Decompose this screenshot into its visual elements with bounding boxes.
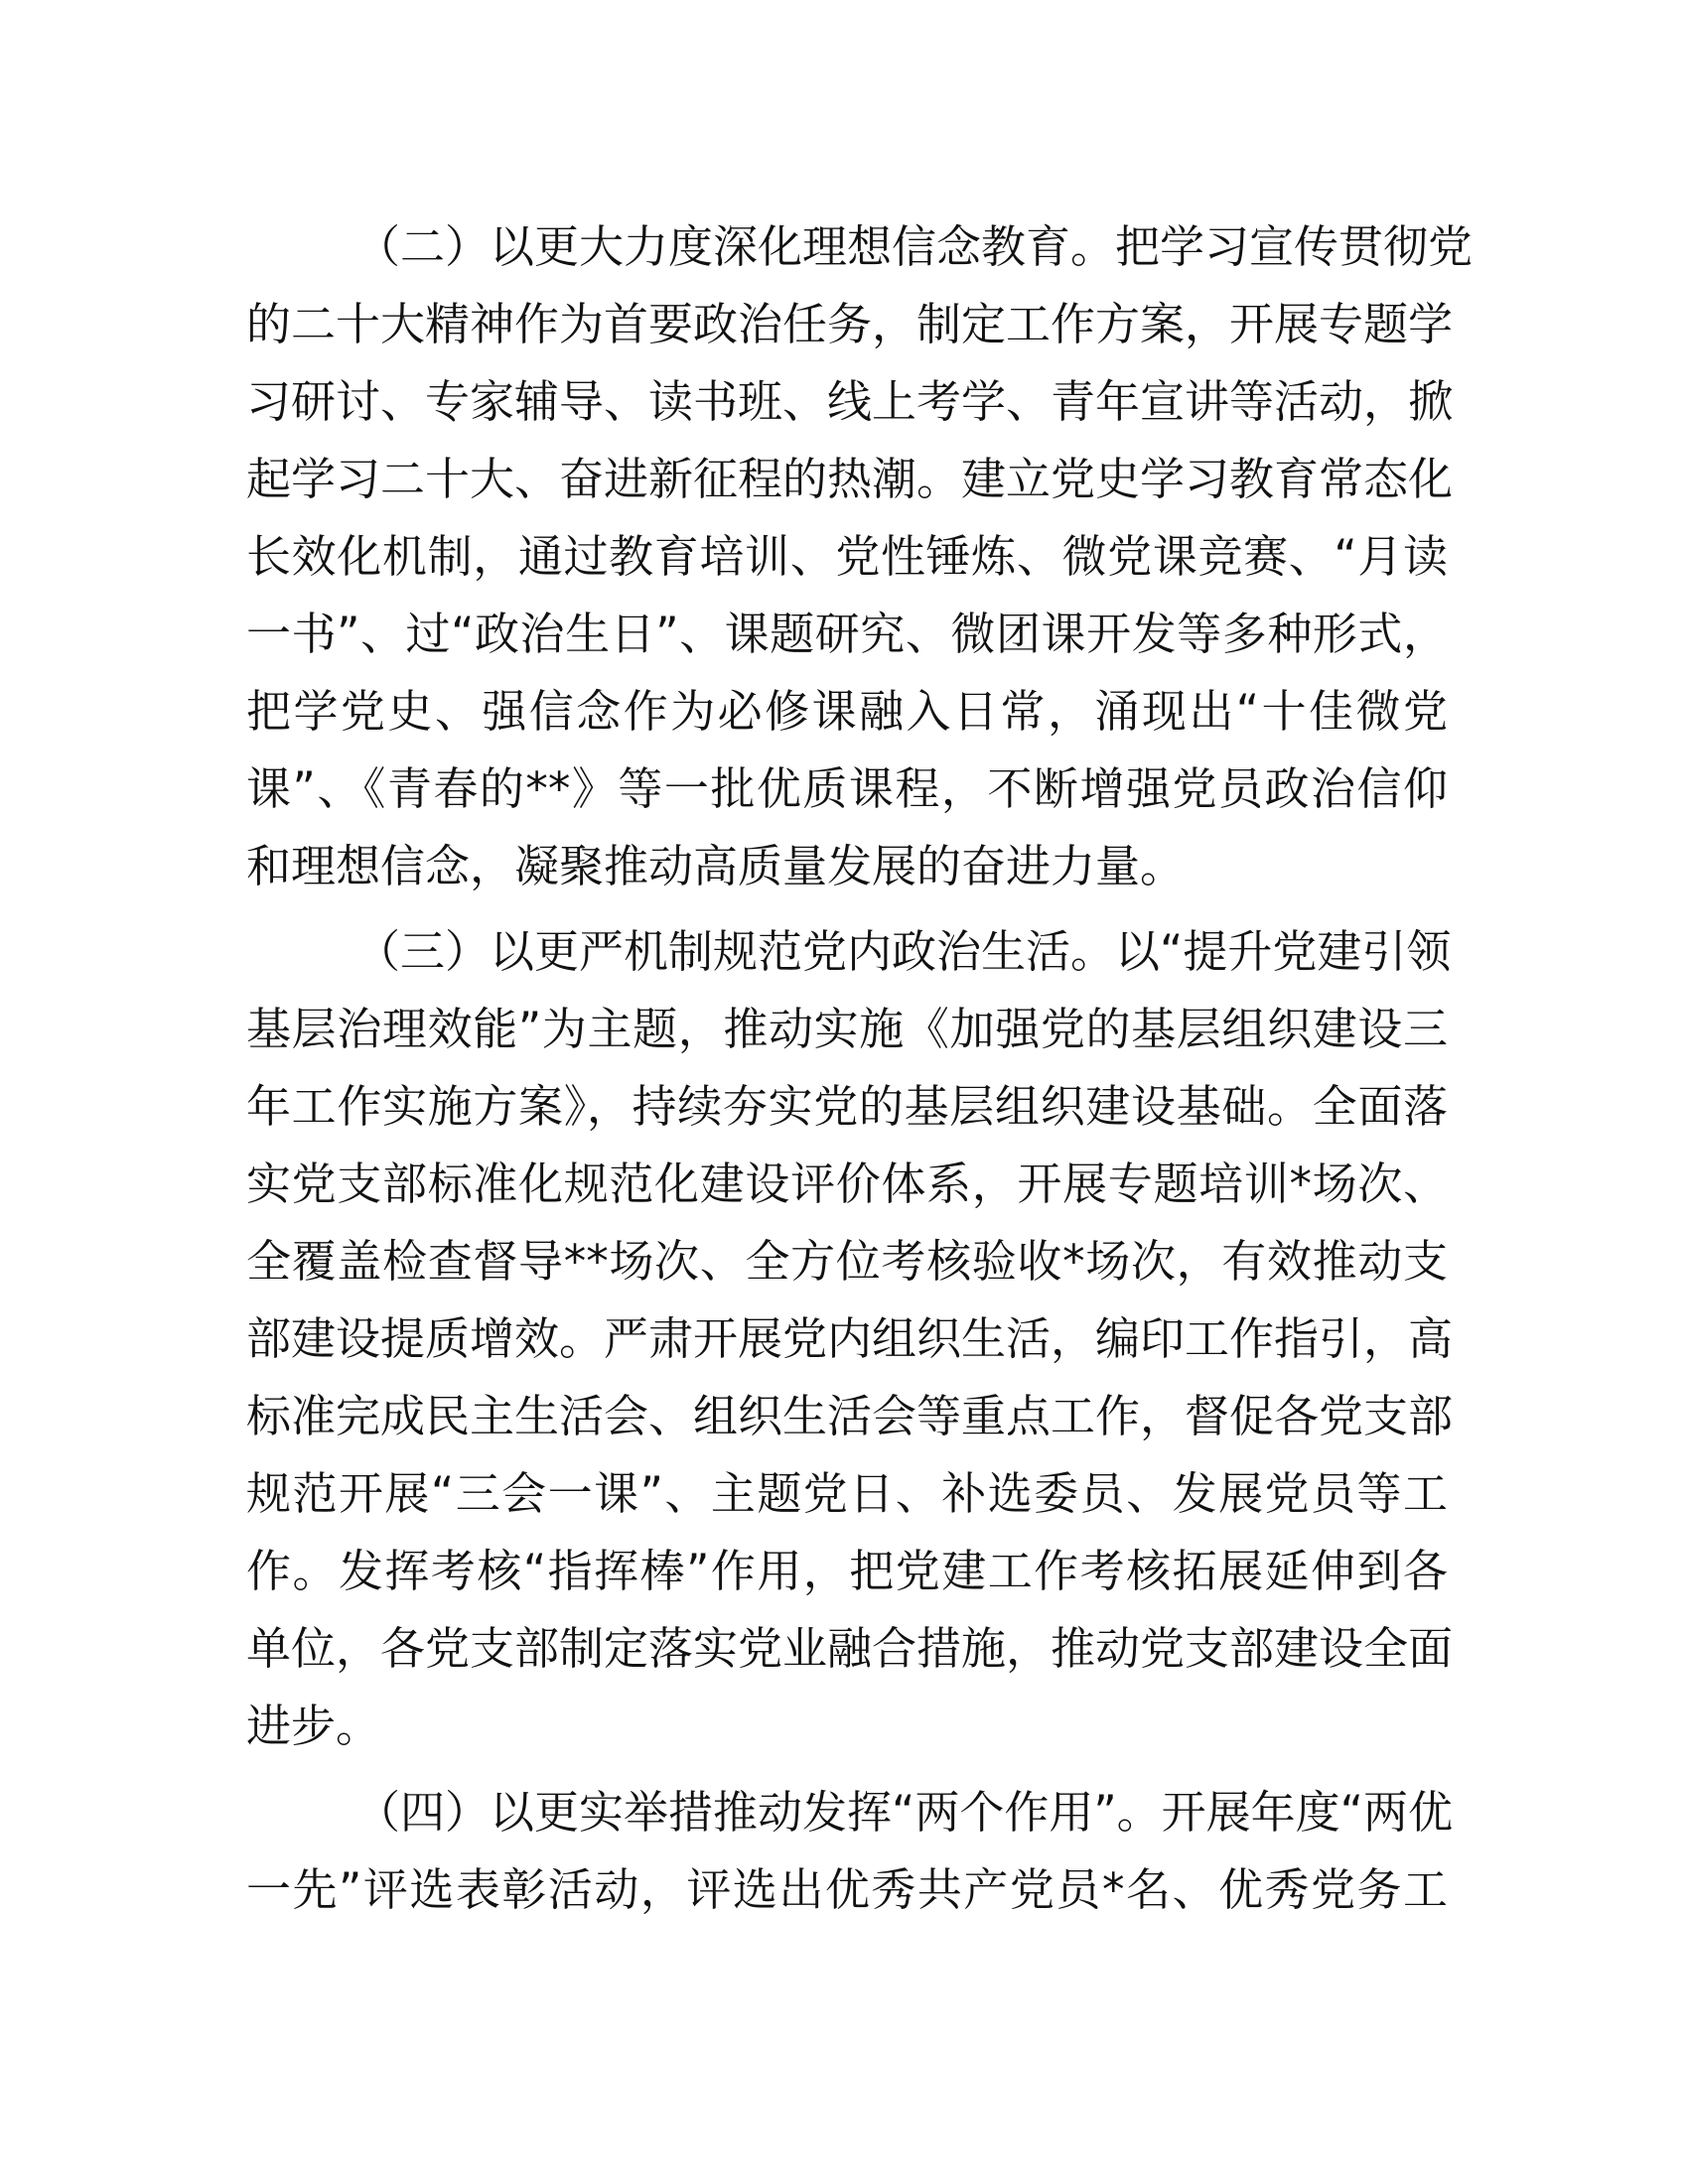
paragraph-line: 一先”评选表彰活动，评选出优秀共产党员*名、优秀党务工	[246, 1863, 1448, 1916]
paragraph-line: 年工作实施方案》，持续夯实党的基层组织建设基础。全面落	[246, 1080, 1448, 1133]
paragraph-line: 和理想信念，凝聚推动高质量发展的奋进力量。	[246, 840, 1186, 892]
paragraph-line: 的二十大精神作为首要政治任务，制定工作方案，开展专题学	[246, 298, 1454, 350]
paragraph-line: 实党支部标准化规范化建设评价体系，开展专题培训*场次、	[246, 1158, 1448, 1210]
paragraph-3-political-life	[246, 913, 1454, 1765]
paragraph-line: 全覆盖检查督导**场次、全方位考核验收*场次，有效推动支	[246, 1235, 1448, 1288]
paragraph-line: （四）以更实举措推动发挥“两个作用”。开展年度“两优	[355, 1786, 1453, 1839]
paragraph-2-ideals-education	[246, 208, 1474, 905]
paragraph-line: 作。发挥考核“指挥棒”作用，把党建工作考核拓展延伸到各	[246, 1545, 1448, 1597]
paragraph-line: 部建设提质增效。严肃开展党内组织生活，编印工作指引，高	[246, 1312, 1454, 1365]
paragraph-line: 一书”、过“政治生日”、课题研究、微团课开发等多种形式，	[246, 608, 1448, 660]
paragraph-line: 标准完成民主生活会、组织生活会等重点工作，督促各党支部	[246, 1390, 1454, 1442]
paragraph-line: 规范开展“三会一课”、主题党日、补选委员、发展党员等工	[246, 1467, 1448, 1520]
paragraph-4-two-roles	[246, 1774, 1453, 1929]
paragraph-line: 起学习二十大、奋进新征程的热潮。建立党史学习教育常态化	[246, 453, 1454, 505]
paragraph-line: （三）以更严机制规范党内政治生活。以“提升党建引领	[355, 925, 1452, 978]
paragraph-line: 习研讨、专家辅导、读书班、线上考学、青年宣讲等活动，掀	[246, 375, 1454, 428]
paragraph-line: 课”、《青春的**》等一批优质课程，不断增强党员政治信仰	[246, 762, 1448, 815]
paragraph-line: （二）以更大力度深化理想信念教育。把学习宣传贯彻党	[355, 220, 1474, 273]
paragraph-line: 长效化机制，通过教育培训、党性锤炼、微党课竞赛、“月读	[246, 530, 1448, 583]
paragraph-line: 基层治理效能”为主题，推动实施《加强党的基层组织建设三	[246, 1003, 1448, 1055]
paragraph-line: 进步。	[246, 1700, 381, 1752]
paragraph-line: 把学党史、强信念作为必修课融入日常，涌现出“十佳微党	[246, 685, 1448, 738]
paragraph-line: 单位，各党支部制定落实党业融合措施，推动党支部建设全面	[246, 1622, 1454, 1675]
